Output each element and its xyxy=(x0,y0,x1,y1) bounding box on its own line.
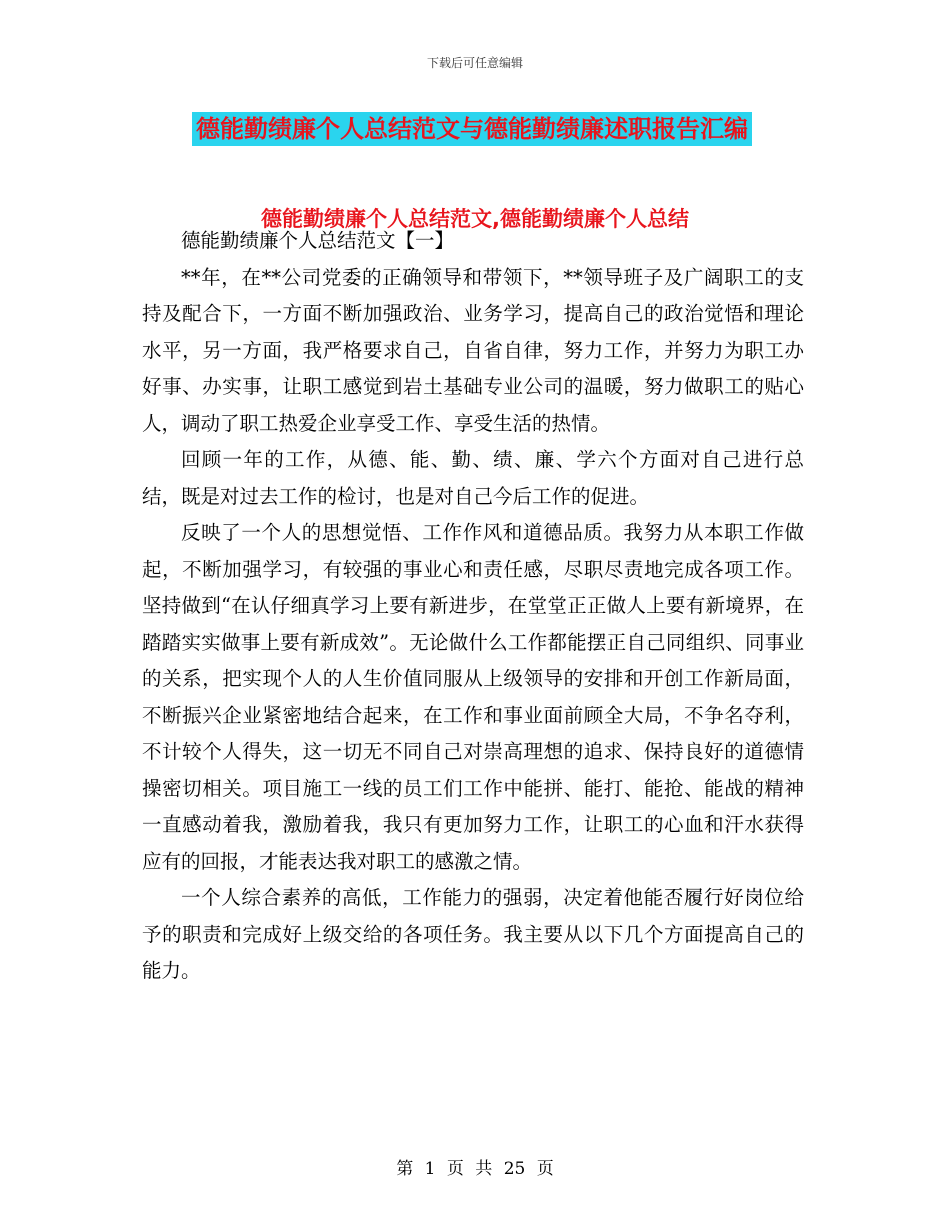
document-subtitle: 德能勤绩廉个人总结范文,德能勤绩廉个人总结 xyxy=(261,207,689,231)
body-paragraph: 反映了一个人的思想觉悟、工作作风和道德品质。我努力从本职工作做起，不断加强学习，有较强的事业心和责任感，尽职尽责地完成各项工作。坚持做到“在认仔细真学习上要有新进步，在堂堂正正做人上要有新境界，在踏踏实实做事上要有新成效”。无论做什么工作都能摆正自己同组织、同事业的关系，把实现个人的人生价值同服从上级领导的安排和开创工作新局面，不断振兴企业紧密地结合起来，在工作和事业面前顾全大局，不争名夺利，不计较个人得失，这一切无不同自己对崇高理想的追求、保持良好的道德情操密切相关。项目施工一线的员工们工作中能拼、能打、能抢、能战的精神一直感动着我，激励着我，我只有更加努力工作，让职工的心血和汗水获得应有的回报，才能表达我对职工的感激之情。 xyxy=(142,521,804,873)
body-paragraph: 回顾一年的工作，从德、能、勤、绩、廉、学六个方面对自己进行总结，既是对过去工作的检讨，也是对自己今后工作的促进。 xyxy=(142,448,804,508)
page-header-note: 下载后可任意编辑 xyxy=(426,56,523,70)
body-paragraph: **年，在**公司党委的正确领导和带领下，**领导班子及广阔职工的支持及配合下，一方面不断加强政治、业务学习，提高自己的政治觉悟和理论水平，另一方面，我严格要求自己，自省自律，努力工作，并努力为职工办好事、办实事，让职工感觉到岩土基础专业公司的温暖，努力做职工的贴心人，调动了职工热爱企业享受工作、享受生活的热情。 xyxy=(142,265,804,435)
body-paragraph: 一个人综合素养的高低，工作能力的强弱，决定着他能否履行好岗位给予的职责和完成好上级交给的各项任务。我主要从以下几个方面提高自己的能力。 xyxy=(142,886,804,982)
document-title: 德能勤绩廉个人总结范文与德能勤绩廉述职报告汇编 xyxy=(192,112,752,146)
page-number-footer: 第 1 页 共 25 页 xyxy=(396,1159,554,1179)
document-body xyxy=(142,223,804,990)
section-heading: 德能勤绩廉个人总结范文【一】 xyxy=(181,229,455,252)
